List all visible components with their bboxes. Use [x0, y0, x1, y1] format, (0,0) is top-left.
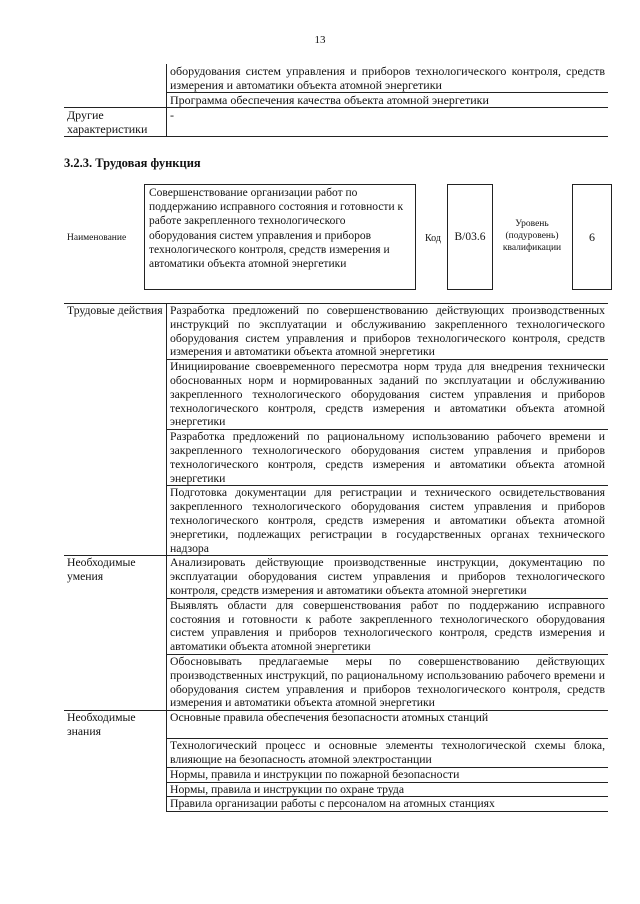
- function-details-table: [64, 303, 608, 812]
- labor-action-item: Инициирование своевременного пересмотра норм труда для внедрения технически обоснованных норм и нормированных заданий по эксплуатации и обслуживанию закрепленного технологического оборудования систем управления и приборов технологического контроля, средств измерения и автоматики объекта атомной энергетики: [167, 360, 609, 430]
- skill-item: Выявлять области для совершенствования работ по поддержанию исправного состояния и готовности к работе закрепленного технологического оборудования систем управления и приборов технологического контроля, средств измерения и автоматики объекта атомной энергетики: [167, 598, 609, 654]
- function-code: B/03.6: [447, 184, 493, 290]
- other-characteristics-value: -: [167, 108, 609, 137]
- continuation-table: [64, 64, 608, 137]
- continuation-label: [64, 64, 167, 93]
- section-title: 3.2.3. Трудовая функция: [64, 156, 201, 170]
- continuation-label: [64, 93, 167, 108]
- labor-action-item: Подготовка документации для регистрации и технического освидетельствования закрепленного технологического оборудования систем управления и приборов технологического контроля, средств измерения и автоматики объекта атомной энергетики, подлежащих регистрации в государственных органах технического надзора: [167, 486, 609, 556]
- knowledge-item: Основные правила обеспечения безопасности атомных станций: [167, 711, 609, 739]
- other-characteristics-label: Другие характеристики: [64, 108, 167, 137]
- labor-action-item: Разработка предложений по совершенствованию действующих производственных инструкций по эксплуатации и обслуживанию закрепленного технологического оборудования систем управления и приборов технологического контроля, средств измерения и автоматики объекта атомной энергетики: [167, 304, 609, 360]
- skills-label: Необходимые умения: [67, 556, 136, 584]
- function-name-label: Наименование: [67, 233, 127, 243]
- skill-item: Анализировать действующие производственные инструкции, документацию по эксплуатации оборудования систем управления и приборов технологического контроля, средств измерения и автоматики объекта атомной энергетики: [167, 556, 609, 598]
- qualification-level: 6: [572, 184, 612, 290]
- knowledge-item: Технологический процесс и основные элементы технологической схемы блока, влияющие на безопасность атомной электростанции: [167, 739, 609, 768]
- labor-actions-label: Трудовые действия: [67, 304, 163, 317]
- function-name: Совершенствование организации работ по поддержанию исправного состояния и готовности к работе закрепленного технологического оборудования систем управления и приборов технологического контроля, средств измерения и автоматики объекта атомной энергетики: [144, 184, 416, 290]
- continuation-value: Программа обеспечения качества объекта атомной энергетики: [167, 93, 609, 108]
- knowledge-item: Нормы, правила и инструкции по пожарной безопасности: [167, 767, 609, 782]
- skill-item: Обосновывать предлагаемые меры по совершенствованию действующих производственных инструкций, по рациональному использованию рабочего времени и оборудования систем управления и приборов технологического контроля, средств измерения и автоматики объекта атомной энергетики: [167, 654, 609, 710]
- knowledge-item: Нормы, правила и инструкции по охране труда: [167, 782, 609, 797]
- knowledge-label: Необходимые знания: [67, 711, 136, 738]
- function-code-label: Код: [425, 233, 441, 244]
- qualification-level-label: Уровень (подуровень) квалификации: [502, 219, 562, 253]
- page-number: 13: [314, 34, 326, 46]
- continuation-value: оборудования систем управления и приборов технологического контроля, средств измерения и автоматики объекта атомной энергетики: [167, 64, 609, 93]
- knowledge-item: Правила организации работы с персоналом на атомных станциях: [167, 797, 609, 812]
- labor-action-item: Разработка предложений по рациональному использованию рабочего времени и закрепленного технологического оборудования систем управления и приборов технологического контроля, средств измерения и автоматики объекта атомной энергетики: [167, 430, 609, 486]
